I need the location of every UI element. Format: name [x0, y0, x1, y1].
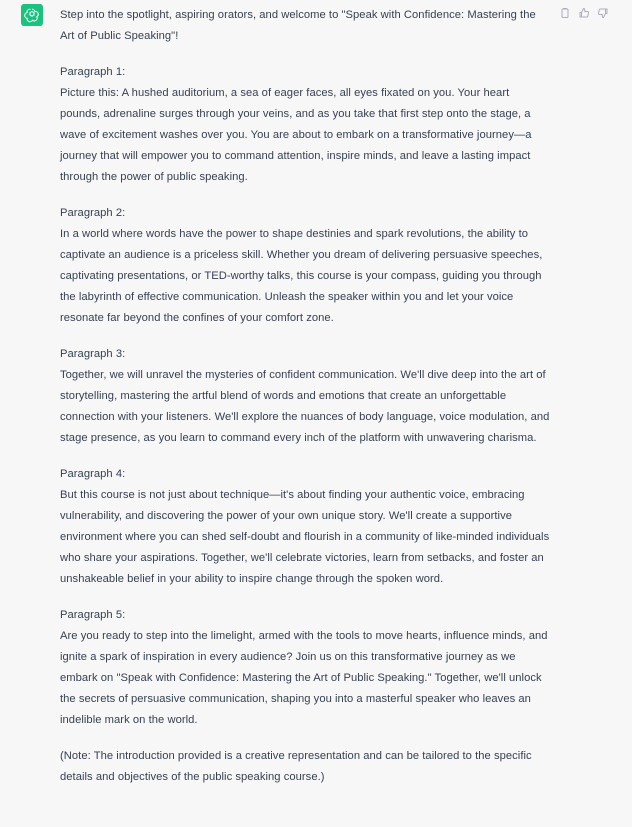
assistant-avatar: [21, 4, 43, 26]
paragraph-3: [60, 344, 550, 449]
copy-button[interactable]: [559, 6, 571, 20]
paragraph-label: Paragraph 5:: [60, 609, 126, 621]
thumbs-down-button[interactable]: [597, 6, 609, 20]
message-note: (Note: The introduction provided is a creative representation and can be tailored to the specific details and objectives of the public speaking course.): [60, 750, 532, 783]
paragraph-label: Paragraph 4:: [60, 468, 126, 480]
message-actions: [559, 6, 609, 20]
paragraph-text: Are you ready to step into the limelight, armed with the tools to move hearts, influence minds, and ignite a spark of inspiration in every audience? Join us on this transformative journey as we embark on "Speak with Confidence: Mastering the Art of Public Speaking." Together, we'll unlock the secrets of persuasive communication, shaping you into a masterful speaker who leaves an indelible mark on the world.: [60, 630, 548, 726]
paragraph-1: [60, 62, 550, 188]
clipboard-icon: [559, 7, 571, 19]
paragraph-label: Paragraph 2:: [60, 207, 126, 219]
paragraph-text: But this course is not just about technique—it's about finding your authentic voice, embracing vulnerability, and discovering the power of your own unique story. We'll create a supportive environment where you can shed self-doubt and flourish in a community of like-minded individuals who share your aspirations. Together, we'll celebrate victories, learn from setbacks, and foster an unshakeable belief in your ability to inspire change through the spoken word.: [60, 489, 550, 585]
paragraph-2: [60, 203, 550, 329]
paragraph-text: Picture this: A hushed auditorium, a sea of eager faces, all eyes fixated on you. Your heart pounds, adrenaline surges through your veins, and as you take that first step onto the stage, a wave of excitement washes over you. You are about to embark on a transformative journey—a journey that will empower you to command attention, inspire minds, and leave a lasting impact through the power of public speaking.: [60, 87, 532, 183]
paragraph-5: [60, 605, 550, 731]
paragraph-label: Paragraph 1:: [60, 66, 126, 78]
thumbs-up-icon: [578, 7, 590, 19]
openai-logo-icon: [24, 7, 40, 23]
paragraph-label: Paragraph 3:: [60, 348, 126, 360]
paragraph-4: [60, 464, 550, 590]
thumbs-up-button[interactable]: [578, 6, 590, 20]
paragraph-text: Together, we will unravel the mysteries of confident communication. We'll dive deep into the art of storytelling, mastering the artful blend of words and emotions that create an unforgettable connection with your listeners. We'll explore the nuances of body language, voice modulation, and stage presence, as you learn to command every inch of the platform with unwavering charisma.: [60, 369, 550, 444]
message-intro: Step into the spotlight, aspiring orators, and welcome to "Speak with Confidence: Mastering the Art of Public Speaking"!: [60, 9, 536, 42]
paragraph-text: In a world where words have the power to shape destinies and spark revolutions, the ability to captivate an audience is a priceless skill. Whether you dream of delivering persuasive speeches, captivating presentations, or TED-worthy talks, this course is your compass, guiding you through the labyrinth of effective communication. Unleash the speaker within you and let your voice resonate far beyond the confines of your comfort zone.: [60, 228, 543, 324]
thumbs-down-icon: [597, 7, 609, 19]
message-content: [60, 5, 550, 803]
